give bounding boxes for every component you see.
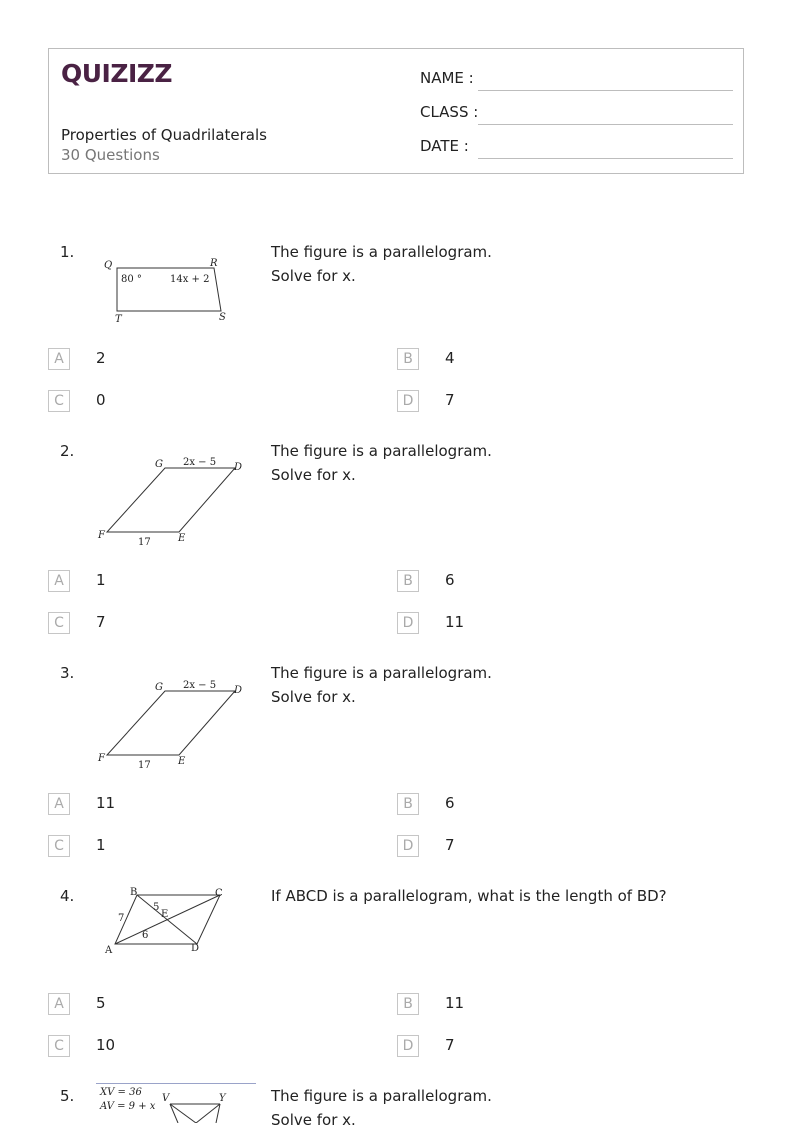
parallelogram-figure <box>96 1082 256 1123</box>
option-letter: A <box>48 570 70 592</box>
option-b[interactable] <box>397 993 697 1017</box>
label-f: F <box>98 753 105 764</box>
label-g: G <box>155 682 163 693</box>
option-letter: D <box>397 1035 419 1057</box>
option-value: 11 <box>445 613 465 631</box>
parallelogram-figure <box>95 674 255 774</box>
date-label: DATE : <box>420 137 469 155</box>
option-value: 11 <box>445 994 465 1012</box>
option-letter: A <box>48 348 70 370</box>
class-line[interactable] <box>478 124 733 125</box>
option-value: 1 <box>96 836 106 854</box>
option-value: 7 <box>96 613 106 631</box>
option-letter: D <box>397 390 419 412</box>
option-value: 2 <box>96 349 106 367</box>
label-t: T <box>115 314 122 325</box>
option-d[interactable] <box>397 1035 697 1059</box>
parallelogram-figure <box>95 452 255 552</box>
option-letter: B <box>397 570 419 592</box>
option-letter: C <box>48 612 70 634</box>
label-q: Q <box>104 260 113 271</box>
option-letter: D <box>397 835 419 857</box>
option-value: 5 <box>96 994 106 1012</box>
question-line: The figure is a parallelogram. <box>271 664 492 682</box>
option-a[interactable] <box>48 793 348 817</box>
parallelogram-shape <box>107 691 235 755</box>
option-value: 0 <box>96 391 106 409</box>
question-line: Solve for x. <box>271 466 356 484</box>
question-number: 3. <box>60 664 75 682</box>
option-letter: B <box>397 348 419 370</box>
option-d[interactable] <box>397 390 697 414</box>
question-text <box>271 884 667 908</box>
label-s: S <box>219 312 226 323</box>
option-letter: B <box>397 793 419 815</box>
option-d[interactable] <box>397 612 697 636</box>
date-field[interactable] <box>420 137 733 161</box>
option-letter: C <box>48 390 70 412</box>
name-line[interactable] <box>478 90 733 91</box>
option-value: 1 <box>96 571 106 589</box>
label-v: V <box>162 1093 170 1104</box>
question-text <box>271 439 492 487</box>
option-value: 7 <box>445 391 455 409</box>
option-c[interactable] <box>48 1035 348 1059</box>
label-d: D <box>191 943 200 954</box>
option-value: 11 <box>96 794 116 812</box>
bottom-value: 17 <box>138 537 151 548</box>
question-count: 30 Questions <box>61 146 160 164</box>
question-line: The figure is a parallelogram. <box>271 442 492 460</box>
expression-label: 14x + 2 <box>170 274 210 285</box>
question-text <box>271 1084 492 1132</box>
label-e: E <box>178 533 186 544</box>
option-a[interactable] <box>48 570 348 594</box>
quizizz-logo: QUIZIZZ <box>61 59 173 88</box>
option-letter: B <box>397 993 419 1015</box>
question-number: 4. <box>60 887 75 905</box>
option-value: 6 <box>445 571 455 589</box>
label-r: R <box>210 258 218 269</box>
question-line: Solve for x. <box>271 688 356 706</box>
option-a[interactable] <box>48 348 348 372</box>
parallelogram-shape <box>107 468 235 532</box>
question-text <box>271 661 492 709</box>
top-expression: 2x − 5 <box>183 680 217 691</box>
label-d: D <box>234 462 243 473</box>
option-b[interactable] <box>397 793 697 817</box>
label-e: E <box>178 756 186 767</box>
option-c[interactable] <box>48 612 348 636</box>
top-expression: 2x − 5 <box>183 457 217 468</box>
option-value: 7 <box>445 836 455 854</box>
option-letter: A <box>48 993 70 1015</box>
label-g: G <box>155 459 163 470</box>
label-e: E <box>161 909 169 920</box>
option-c[interactable] <box>48 390 348 414</box>
option-a[interactable] <box>48 993 348 1017</box>
parallelogram-figure <box>100 252 240 327</box>
question-line: Solve for x. <box>271 1111 356 1129</box>
option-value: 10 <box>96 1036 116 1054</box>
class-field[interactable] <box>420 103 733 127</box>
worksheet-header <box>48 48 744 174</box>
name-field[interactable] <box>420 69 733 93</box>
given-av: AV = 9 + x <box>100 1101 156 1112</box>
label-c: C <box>215 888 223 899</box>
date-line[interactable] <box>478 158 733 159</box>
length-seven: 7 <box>118 913 125 924</box>
bottom-value: 17 <box>138 760 151 771</box>
option-b[interactable] <box>397 348 697 372</box>
worksheet-title: Properties of Quadrilaterals <box>61 126 267 144</box>
question-number: 2. <box>60 442 75 460</box>
question-line: The figure is a parallelogram. <box>271 1087 492 1105</box>
label-f: F <box>98 530 105 541</box>
label-d: D <box>234 685 243 696</box>
option-b[interactable] <box>397 570 697 594</box>
option-d[interactable] <box>397 835 697 859</box>
question-number: 5. <box>60 1087 75 1105</box>
given-xv: XV = 36 <box>100 1087 142 1098</box>
label-b: B <box>130 887 138 898</box>
option-letter: A <box>48 793 70 815</box>
question-line: Solve for x. <box>271 267 356 285</box>
class-label: CLASS : <box>420 103 479 121</box>
length-six: 6 <box>142 930 149 941</box>
parallelogram-diagonals-figure <box>100 884 230 959</box>
angle-label: 80 ° <box>121 274 142 285</box>
option-value: 7 <box>445 1036 455 1054</box>
option-value: 4 <box>445 349 455 367</box>
question-line: If ABCD is a parallelogram, what is the length of BD? <box>271 887 667 905</box>
question-number: 1. <box>60 243 75 261</box>
option-c[interactable] <box>48 835 348 859</box>
option-letter: C <box>48 835 70 857</box>
option-letter: C <box>48 1035 70 1057</box>
label-y: Y <box>219 1093 226 1104</box>
length-five: 5 <box>153 902 160 913</box>
label-a: A <box>105 945 113 956</box>
name-label: NAME : <box>420 69 474 87</box>
option-value: 6 <box>445 794 455 812</box>
question-line: The figure is a parallelogram. <box>271 243 492 261</box>
question-text <box>271 240 492 288</box>
option-letter: D <box>397 612 419 634</box>
